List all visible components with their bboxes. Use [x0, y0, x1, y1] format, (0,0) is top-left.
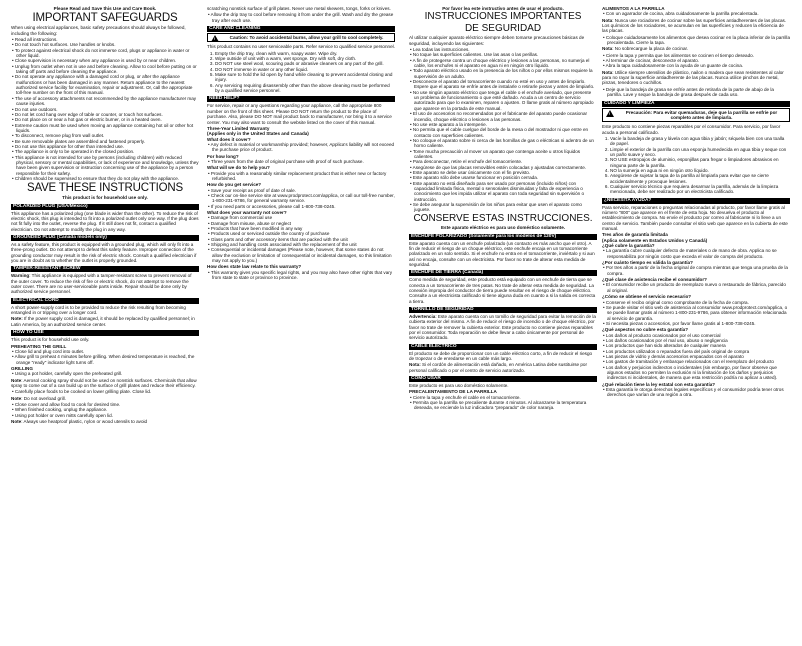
- list-item: • Products that have been modified in any way: [208, 226, 303, 232]
- warning-label: Advertencia: [409, 313, 436, 319]
- list-item-text: Abra la tapa cuidadosamente con la ayuda de un guante de cocina.: [605, 63, 744, 69]
- list-item-text: Por tres años a partir de la fecha original de compra mientras que tenga una prueba de la compra.: [605, 265, 788, 276]
- list-item-text: Se debe asegurar la supervisión de los niños para evitar que usen el aparato como juguete.: [412, 202, 582, 213]
- list-item-text: Do not let cord hang over edge of table or counter, or touch hot surfaces.: [14, 111, 163, 117]
- list-item-text: Los productos que han sido alterados de cualquier manera: [605, 343, 726, 349]
- list-item: • Asegúrese de que las placas removibles estén colocadas y ajustadas correctamente.: [410, 164, 587, 170]
- note-body: : Do not overload grill.: [21, 395, 66, 401]
- warranty-q6: How does state law relate to this warranty?: [207, 264, 302, 270]
- list-item: [610, 136, 790, 147]
- list-item: • Esta garantía le otorga derechos legales específicos y el consumidor podría tener otros derechos que varían de una región a otra.: [603, 387, 784, 398]
- tamper-screw-header-es: TORNILLO DE SEGURIDAD: [409, 307, 597, 313]
- list-item: • Al terminar de cocinar, desconecte el aparato.: [603, 58, 700, 64]
- list-item-text: Unplug from outlet when not in use and before cleaning. Allow to cool before putting on or taking off parts and before cleaning the appliance.: [14, 63, 197, 75]
- care-intro-es: Este producto no contiene piezas reparables por el consumidor. Para servicio, por favor acuda a personal calificado.: [602, 124, 781, 135]
- list-item: • Using pot holder or oven mitts carefully open lid.: [12, 412, 113, 418]
- list-item: [610, 147, 790, 158]
- list-item-text: Close lid and plug cord into outlet.: [14, 348, 85, 354]
- list-item: • Este aparato sólo debe usarse funcionar en posición cerrada.: [410, 175, 539, 181]
- how-to-use-intro-es: Este producto es para uso doméstico solamente.: [409, 383, 509, 389]
- need-help-header-es: ¿NECESITA AYUDA?: [602, 198, 790, 204]
- list-item-text: Se puede visitar el sitio web de asistencia al consumidor www.prodprotect.com/applica, o se puede llamar gratis al número 1-800-231-9786, para obtener información relacionada al servicio de garantía.: [605, 304, 788, 321]
- safeguards-list: [11, 37, 199, 181]
- list-item: • To protect against electrical shock do not immerse cord, plugs or appliance in water or other liquid.: [12, 47, 190, 59]
- care-intro: This product contains no user serviceable parts. Refer service to qualified service personnel.: [207, 44, 395, 50]
- note-label: Nota:: [409, 362, 421, 368]
- list-item: • No use ningún aparato eléctrico que tenga el cable o el enchufe averiado, que presente un problema de funcionamiento o que esté dañado. Acuda a un centro de servicio autorizado para que lo examinen, reparen o ajusten. O llame gratis al número apropiado que aparece en la portada de este manual.: [410, 89, 594, 111]
- safeguards-intro-es: Al utilizar cualquier aparato eléctrico siempre deben tomarse precauciones básicas de seguridad, incluyendo las siguientes:: [409, 35, 585, 46]
- list-item: • Cierre la tapa y enchufe el cable en el tomacorriente.: [410, 394, 521, 400]
- list-item-text: Todo aparato eléctrico usado en la presencia de los niños o por ellos mismos requiere la supervisión de un adulto.: [412, 68, 593, 79]
- list-item-text: No permita que el cable cuelgue del borde de la mesa o del mostrador ni que entre en contacto con superficies calientes.: [412, 127, 589, 138]
- list-item-text: Asegúrese de sujetar la tapa de la parrilla al limpiarla para evitar que se cierre accidentalmente y provoque lesiones.: [610, 173, 769, 184]
- list-item: • Los gastos de tramitación y embarque relacionados con el reemplazo del producto: [603, 359, 774, 365]
- column-spanish-2: [602, 6, 790, 642]
- care-caution-text: Caution: To avoid accidental burns, allow your grill to cool completely.: [229, 35, 384, 41]
- list-item: • Extreme caution must be used when moving an appliance containing hot oil or other hot liquids.: [12, 122, 194, 133]
- list-item: • Tome mucha precaución al mover un aparato que contenga aceite u otros líquidos calientes.: [410, 148, 581, 159]
- warranty-q1-es: ¿Qué cubre la garantía?: [602, 243, 655, 249]
- warranty-q1: What does it cover?: [207, 136, 251, 142]
- note-label: Nota: [602, 69, 613, 75]
- list-item-text: No use ningún aparato eléctrico que tenga el cable o el enchufe averiado, que presente un problema de funcionamiento o que esté dañado. Acuda a un centro de servicio autorizado para que lo examinen, reparen o ajusten. O llame gratis al número apropiado que aparece en la portada de este manual.: [412, 89, 594, 111]
- list-item: • Unplug from outlet when not in use and before cleaning. Allow to cool before putting on or taking off parts and before cleaning the appliance.: [12, 63, 197, 75]
- list-item: [610, 157, 790, 168]
- warranty-a1: [207, 142, 395, 153]
- list-item: • The use of accessory attachments not recommended by the appliance manufacturer may cause injuries.: [12, 95, 197, 107]
- list-item: • Desconecte el aparato del tomacorriente cuando no esté en uso y antes de limpiarlo. Espere que el aparato se enfríe antes de instalarle o retirarle piezas y antes de limpiarlo.: [410, 79, 595, 90]
- list-item: • Deje que la bandeja de grasa se enfríe antes de retirarla de la parte de abajo de la parrilla. Lave y seque la bandeja de grasa después de cada uso.: [603, 86, 774, 98]
- list-item-text: To disconnect, remove plug from wall outlet.: [14, 133, 105, 139]
- warning-triangle-icon: !: [606, 110, 614, 117]
- list-item-text: This warranty gives you specific legal rights, and you may also have other rights that vary from state to state or province to province.: [210, 269, 393, 281]
- list-item-text: Carefully place foods to be cooked on lower grilling plate. Close lid.: [14, 389, 152, 395]
- list-item-text: Do not use outdoors.: [14, 106, 58, 112]
- list-item-text: Shipping and handling costs associated with the replacement of the unit: [210, 242, 357, 248]
- list-item: • Por tres años a partir de la fecha original de compra mientras que tenga una prueba de la compra.: [603, 265, 788, 276]
- list-item: • Do not operate any appliance with a damaged cord or plug, or after the appliance malfunctions or has been damaged in any manner. Return appliance to the nearest authorized service facility for examination, repair or adjustment. Or, call the appropriate toll-free number on the front of this manual.: [12, 74, 193, 96]
- list-item-text: Do not touch hot surfaces. Use handles or knobs.: [14, 42, 116, 48]
- list-item: • No toque las superficies calientes. Use las asas o las perillas.: [410, 52, 539, 58]
- warranty-a1-es: [602, 248, 790, 259]
- list-item-text: Make sure to hold the lid open by hand while cleaning to prevent accidental closing and injury.: [215, 72, 393, 83]
- list-item: • Check our on-line service site at www.prodprotect.com/applica, or call our toll-free number, 1-800-231-9786, for general warranty service.: [208, 192, 395, 204]
- list-item: [610, 184, 790, 195]
- warranty-q2-es: ¿Por cuánto tiempo es válida la garantía?: [602, 260, 693, 266]
- warranty-q5-es: ¿Qué aspectos no cubre esta garantía?: [602, 327, 689, 333]
- list-item-text: DO NOT immerse in water or any other liquid.: [215, 66, 309, 72]
- list-item: • El uso de accesorios no recomendados por el fabricante del aparato puede ocasionar incendio, choque eléctrico o lesiones a las personas.: [410, 111, 588, 122]
- list-item: • Close cover and allow food to cook for desired time.: [12, 401, 121, 407]
- electrical-cord-note: [11, 316, 199, 327]
- list-item: • Allow the drip tray to cool before removing it from under the grill. Wash and dry the grease tray after each use.: [208, 12, 394, 23]
- list-item: • El consumidor recibe un producto de reemplazo nuevo o restaurado de fábrica, parecido al original.: [603, 282, 786, 293]
- electrical-cord-header: ELECTRICAL CORD: [11, 298, 199, 304]
- grilling-note-3: [11, 419, 199, 424]
- grilling-header: GRILLING: [11, 365, 33, 371]
- warning-label: Warning: [11, 273, 30, 279]
- note-label: Note: [11, 395, 22, 401]
- list-item-text: La garantía cubre cualquier defecto de materiales o de mano de obra. Applica no se responsabiliza por ningún costo que exceda el valor de compra del producto.: [605, 248, 777, 259]
- warranty-a3: [207, 171, 395, 182]
- warranty-a3-es: [602, 282, 790, 293]
- tamper-body: : This appliance is equipped with a tamper-resistant screw to prevent removal of the outer cover. To reduce the risk of fire or electric shock, do not attempt to remove the outer cover. There are no user-serviceable parts inside. Repair should be done only by authorized service personnel.: [11, 273, 192, 295]
- note-label: Nota: [602, 17, 613, 23]
- note-body: Si el cordón de alimentación está dañado, en América Latina debe sustituirse por personal calificado o por el centro de servicio autorizado.: [409, 362, 587, 373]
- list-item-text: Para desconectar, retire el enchufe del tomacorriente.: [412, 159, 523, 165]
- list-item: • Close supervision is necessary when any appliance is used by or near children.: [12, 58, 177, 64]
- list-item-text: Using pot holder or oven mitts carefully open lid.: [14, 412, 113, 418]
- warranty-q3-es: ¿Qué clase de asistencia recibe el consumidor?: [602, 277, 707, 283]
- household-note: This product is for household use only.: [62, 195, 148, 201]
- note-label: Note: [11, 377, 22, 383]
- list-item: • Este aparato no está diseñado para ser usado por personas (incluido niños) con capacidad limitada física, mental o sensoriales disminuidas y falta de experiencia o conocimiento que les impida utilizar el aparato con toda seguridad sin supervisión o instrucción.: [410, 180, 585, 202]
- list-item-text: El uso de accesorios no recomendados por el fabricante del aparato puede ocasionar incendio, choque eléctrico o lesiones a las personas.: [412, 111, 588, 122]
- list-item: • The appliance is only to be operated in the closed position.: [12, 149, 135, 155]
- list-item-text: NO USE estropajos de aluminio, esponjillas para fregar o limpiadores abrasivos en ninguna parte de la parrilla.: [610, 157, 779, 168]
- list-item-text: Los productos utilizados o reparados fuera del país original de compra: [605, 348, 750, 354]
- grilling-list-2: [11, 389, 199, 394]
- grilling-note-1: [11, 378, 199, 389]
- list-item: • A fin de protegerse contra un choque eléctrico y lesiones a las personas, no sumerja el cable, los enchufes ni el aparato en agua ni en ningún otro líquido.: [410, 57, 590, 69]
- list-item: • La garantía cubre cualquier defecto de materiales o de mano de obra. Applica no se responsabiliza por ningún costo que exceda el valor de compra del producto.: [603, 248, 777, 259]
- list-item-text: Be sure removable plates are assembled and fastened properly.: [14, 138, 146, 144]
- list-item: • Do not touch hot surfaces. Use handles or knobs.: [12, 42, 116, 48]
- grilling-step: Allow the drip tray to cool before removing it from under the grill. Wash and dry the grease tray after each use.: [210, 12, 394, 23]
- warranty-a5-es: [602, 333, 790, 381]
- list-item-text: Damage from misuse, abuse or neglect: [210, 220, 292, 226]
- tamper-screw-header: TAMPER-RESISTANT SCREW: [11, 266, 199, 272]
- warranty-sub: (Applies only in the United States and Canada): [207, 131, 309, 137]
- how-to-use-header: HOW TO USE: [11, 330, 199, 336]
- list-item: • No use este aparato a la intemperie.: [410, 121, 487, 127]
- warranty-header: Three-Year Limited Warranty: [207, 125, 270, 131]
- list-item-text: Cierre la tapa y permita que los alimentos se cocinen el tiempo deseado.: [605, 52, 754, 58]
- note-label: Note:: [11, 316, 23, 322]
- read-notice-es: Por favor lea este instructivo antes de usar el producto.: [442, 6, 564, 11]
- grilling-list-es-1: [602, 11, 790, 16]
- list-item-text: Any defect in material or workmanship provided; however, Applica's liability will not exceed the purchase price of product.: [210, 141, 395, 153]
- grilling-note-2: [11, 396, 199, 401]
- care-caution-text-es: Precaución: Para evitar quemaduras, deje que la parrilla se enfríe por completo antes de limpiarla.: [625, 109, 778, 120]
- safeguards-list-es: [409, 47, 597, 213]
- grounded-plug-header: GROUNDED PLUG (Canada models only): [11, 235, 199, 241]
- care-cleaning-header-es: CUIDADO Y LIMPIEZA: [602, 101, 790, 107]
- polarized-plug-text-es: Este aparato cuenta con un enchufe polarizado (un contacto es más ancho que el otro). A fin de reducir el riesgo de un choque eléctrico, este enchufe encaja en un tomacorriente polarizado en un solo sentido. Si el enchufe no entra en el tomacorriente, inviértalo y si aun así no encaja, consulte con un electricista. Por favor no trate de alterar esta medida de seguridad.: [409, 240, 595, 267]
- list-item-text: Los gastos de tramitación y embarque relacionados con el reemplazo del producto: [605, 359, 774, 365]
- note-body: : Always use heatproof plastic, nylon or wood utensils to avoid: [21, 418, 148, 424]
- care-steps: [207, 51, 395, 94]
- list-item-text: Conserve el recibo original como comprobante de la fecha de compra.: [605, 299, 749, 305]
- care-steps-es: [602, 136, 790, 195]
- list-item-text: Children should be supervised to ensure that they do not play with the appliance.: [14, 175, 180, 181]
- note-label: Nota: [602, 46, 613, 52]
- polarized-plug-header: POLARIZED PLUG (USA/Mexico): [11, 204, 199, 210]
- list-item-text: Wipe outside of unit with a warm, wet sponge. Dry with soft, dry cloth.: [215, 56, 357, 62]
- list-item-text: The use of accessory attachments not recommended by the appliance manufacturer may cause injuries.: [14, 95, 197, 107]
- list-item: • Using a pot holder, carefully open the preheated grill.: [12, 371, 123, 377]
- list-item-text: Close cover and allow food to cook for desired time.: [14, 401, 121, 407]
- list-item: [610, 173, 790, 184]
- list-item: • Glass parts and other accessory items that are packed with the unit: [208, 236, 348, 242]
- warranty-q4-es: ¿Cómo se obtiene el servicio necesario?: [602, 294, 692, 300]
- care-caution-box-es: [602, 108, 790, 123]
- electrical-cord-text: A short power-supply cord is to be provided to reduce the risk resulting from becoming entangled in or tripping over a longer cord.: [11, 304, 186, 316]
- save-instructions-title-es: CONSERVE ESTAS INSTRUCCIONES.: [413, 212, 593, 224]
- list-item-text: Allow grill to preheat 4 minutes before grilling. When desired temperature is reached, the orange "ready" indicator light turns off.: [14, 354, 195, 365]
- list-item-text: To protect against electrical shock do not immerse cord, plugs or appliance in water or other liquid.: [14, 47, 190, 59]
- need-help-text-es: Para servicio, reparaciones o preguntas relacionadas al producto, por favor llame gratis al número "800" que aparece en el frente de esta hoja. No devuelva el producto al establecimiento de compra. No envíe el producto por correo al fabricante ni lo lleve a un centro de servicio. También puede consultar el sitio web que aparece en la cubierta de este manual.: [602, 204, 788, 232]
- list-item: • Three years from the date of original purchase with proof of such purchase.: [208, 158, 364, 164]
- how-to-use-intro: This product is for household use only.: [11, 337, 90, 343]
- preheating-list: [11, 349, 199, 365]
- list-item: • Do not let cord hang over edge of table or counter, or touch hot surfaces.: [12, 111, 163, 117]
- grounded-plug-header-es: ENCHUFE DE TIERRA (Canadá): [409, 270, 597, 276]
- list-item-text: Cualquier servicio técnico que requiera desarmar la parrilla, además de la limpieza mencionada, debe ser realizado por un electricista calificado.: [610, 183, 779, 195]
- list-item-text: Limpie el exterior de la parrilla con una esponja humedecida en agua tibia y seque con un paño suave y seco.: [610, 146, 787, 157]
- list-item: • When finished cooking, unplug the appliance.: [12, 407, 108, 413]
- list-item: • Lea todas las instrucciones.: [410, 47, 470, 53]
- list-item-text: Vacíe la bandeja de grasa y lávela con agua tibia y jabón; séquela bien con una toalla de papel.: [610, 135, 785, 147]
- list-item-text: Do not place on or near a hot gas or electric burner, or in a heated oven.: [14, 117, 162, 123]
- how-to-use-header-es: COMO USAR: [409, 376, 597, 382]
- list-item-text: Provide you with a reasonably similar replacement product that is either new or factory refurbished.: [210, 170, 387, 181]
- care-caution-box: [207, 33, 395, 42]
- warranty-a4: [207, 188, 395, 209]
- list-item-text: If you need parts or accessories, please call 1-800-738-0245.: [210, 203, 336, 209]
- list-item: • If you need parts or accessories, please call 1-800-738-0245.: [208, 203, 336, 209]
- safeguards-title: IMPORTANT SAFEGUARDS: [32, 12, 178, 25]
- list-item: • Damage from commercial use: [208, 215, 273, 221]
- list-item: • This appliance is not intended for use by persons (including children) with reduced physical, sensory or mental capabilities, or lack of experience and knowledge, unless they have been given supervision or instruction concerning use of the appliance by a person responsible for their safety.: [12, 154, 199, 176]
- electrical-cord-header-es: CABLE ELÉCTRICO: [409, 344, 597, 350]
- warranty-q4: How do you get service?: [207, 182, 262, 188]
- list-item-text: No use este aparato a la intemperie.: [412, 121, 487, 127]
- warranty-sub-es: (Aplica solamente en Estados Unidos y Canadá): [602, 237, 708, 243]
- preheating-list-es: [409, 395, 597, 411]
- preheating-header-es: PRECALENTAMIENTO DE LA PARRILLA: [409, 389, 497, 395]
- grilling-list-1: [11, 371, 199, 376]
- list-item-text: Products used or serviced outside the country of purchase: [210, 231, 330, 237]
- list-item-text: Glass parts and other accessory items that are packed with the unit: [210, 236, 348, 242]
- list-item: • Do not use this appliance for other than intended use.: [12, 143, 124, 149]
- list-item-text: Consequential or incidental damages (Please note, however, that some states do not allow the exclusion or limitation of consequential or incidental damages, so this limitation may not apply to you.): [210, 247, 392, 264]
- list-item-text: Do not operate any appliance with a damaged cord or plug, or after the appliance malfunctions or has been damaged in any manner. Return appliance to the nearest authorized service facility for examination, repair or adjustment. Or, call the appropriate toll-free number on the front of this manual.: [14, 74, 193, 96]
- list-item: • Save your receipt as proof of date of sale.: [208, 187, 296, 193]
- grounded-plug-text-es: Como medida de seguridad, este producto está equipado con un enchufe de tierra que se conecta a un tomacorriente de tres patas. No trate de alterar esta medida de seguridad. La conexión impropia del conductor de tierra puede resultar en el riesgo de choque eléctrico. Consulte a un electricista calificado si tiene alguna duda en cuanto a si la salida es correcta a tierra.: [409, 277, 596, 304]
- grounded-plug-text: As a safety feature, this product is equipped with a grounded plug, which will only fit into a three-prong outlet. Do not attempt to defeat this safety feature. Improper connection of the grounding conductor may result in the risk of electric shock. Consult a qualified electrician if you are in doubt as to whether the outlet is properly grounded.: [11, 242, 197, 264]
- list-item-text: Three years from the date of original purchase with proof of such purchase.: [210, 158, 364, 164]
- warranty-a6: [207, 270, 395, 281]
- tamper-screw-text: [11, 273, 199, 294]
- list-item: • Con un agarrador de cocina, abra cuidadosamente la parrilla precalentada.: [603, 11, 759, 17]
- list-item-text: No coloque el aparato sobre ni cerca de las hornillas de gas o eléctricas ni adentro de un horno caliente.: [412, 137, 594, 149]
- list-item-text: Cierre la tapa y enchufe el cable en el tomacorriente.: [412, 394, 521, 400]
- list-item-text: NO la sumerja en agua ni en ningún otro líquido.: [610, 167, 709, 173]
- list-item-text: Las piezas de vidrio y demás accesorios empacados con el aparato: [605, 353, 744, 359]
- grilling-list-es-3: [602, 53, 790, 69]
- electrical-cord-text-es: El producto se debe de proporcionar con un cable eléctrico corto, a fin de reducir el riesgo de tropezar o de enredarse en un cable más largo.: [409, 350, 593, 362]
- list-item: [215, 72, 395, 83]
- list-item-text: The appliance is only to be operated in the closed position.: [14, 149, 135, 155]
- household-note-es: Este aparato eléctrico es para uso doméstico solamente.: [440, 225, 566, 231]
- list-item-text: Los daños ocasionados por el mal uso, abuso o negligencia: [605, 337, 728, 343]
- list-item-text: DO NOT use steel wool, scouring pads or abrasive cleaners on any part of the grill.: [215, 61, 384, 67]
- note-body: : Aerosol cooking spray should not be used on nonstick surfaces. Chemicals that allow spray to come out of a can build up on the surface of grill plates and reduce their efficiency.: [11, 377, 197, 388]
- warranty-header-es: Tres años de garantía limitada: [602, 232, 668, 238]
- list-item: • Conserve el recibo original como comprobante de la fecha de compra.: [603, 299, 749, 305]
- warranty-q5: What does your warranty not cover?: [207, 210, 287, 215]
- list-item: • Shipping and handling costs associated with the replacement of the unit: [208, 242, 357, 248]
- preheating-header: PREHEATING THE GRILL: [11, 343, 67, 349]
- list-item-text: Al terminar de cocinar, desconecte el aparato.: [605, 58, 700, 64]
- list-item-text: Asegúrese de que las placas removibles estén colocadas y ajustadas correctamente.: [412, 164, 587, 170]
- list-item: • Be sure removable plates are assembled and fastened properly.: [12, 138, 146, 144]
- list-item: • No coloque el aparato sobre ni cerca de las hornillas de gas o eléctricas ni adentro de un horno caliente.: [410, 137, 594, 149]
- warranty-q2: For how long?: [207, 153, 239, 159]
- list-item: • Se puede visitar el sitio web de asistencia al consumidor www.prodprotect.com/applica, o se puede llamar gratis al número 1-800-231-9786, para obtener información relacionada al servicio de garantía.: [603, 304, 788, 321]
- list-item: • Carefully place foods to be cooked on lower grilling plate. Close lid.: [12, 389, 152, 395]
- list-item-text: This appliance is not intended for use by persons (including children) with reduced physical, sensory or mental capabilities, or lack of experience and knowledge, unless they have been given supervision or instruction concerning use of the appliance by a person responsible for their safety.: [14, 154, 199, 176]
- list-item: • Los productos utilizados o reparados fuera del país original de compra: [603, 348, 750, 354]
- grilling-note-es-1: [602, 18, 790, 34]
- list-item-text: A fin de protegerse contra un choque eléctrico y lesiones a las personas, no sumerja el cable, los enchufes ni el aparato en agua ni en ningún otro líquido.: [412, 57, 590, 69]
- safeguards-intro: When using electrical appliances, basic safety precautions should always be followed, including the following:: [11, 25, 186, 36]
- list-item-text: Este aparato se debe usar únicamente con el fin previsto.: [412, 169, 531, 175]
- list-item-text: Save your receipt as proof of date of sale.: [210, 187, 296, 193]
- warranty-a2-es: [602, 265, 790, 276]
- list-item-text: Products that have been modified in any way: [210, 226, 303, 232]
- list-item: • Se debe asegurar la supervisión de los niños para evitar que usen el aparato como juguete.: [410, 202, 582, 213]
- grilling-list-es-2: [602, 35, 790, 46]
- list-item-text: Any servicing requiring disassembly other than the above cleaning must be performed by a qualified service personnel.: [215, 82, 390, 94]
- read-save-notice: Please Read and Save this Use and Care Book.: [53, 6, 157, 11]
- list-item: • Para desconectar, retire el enchufe del tomacorriente.: [410, 159, 523, 165]
- list-item: • Los daños ocasionados por el mal uso, abuso o negligencia: [603, 337, 728, 343]
- list-item-text: Esta garantía le otorga derechos legales específicos y el consumidor podría tener otros derechos que varían de una región a otra.: [605, 387, 784, 398]
- list-item: • To disconnect, remove plug from wall outlet.: [12, 133, 105, 139]
- list-item-text: Close supervision is necessary when any appliance is used by or near children.: [14, 58, 177, 64]
- warranty-a4-es: [602, 300, 790, 327]
- list-item-text: Damage from commercial use: [210, 215, 273, 221]
- list-item-text: Empty the drip tray, clean with warm, soapy water. Wipe dry.: [215, 50, 338, 56]
- list-item: • Allow grill to preheat 4 minutes before grilling. When desired temperature is reached, the orange "ready" indicator light turns off.: [12, 354, 195, 365]
- list-item: • Children should be supervised to ensure that they do not play with the appliance.: [12, 175, 180, 181]
- grilling-continued: scratching nonstick surface of grill plates. Never use metal skewers, tongs, forks or knives.: [207, 6, 391, 11]
- list-item-text: Do not use this appliance for other than intended use.: [14, 143, 124, 149]
- list-item: • Coloque cuidadosamente los alimentos que desea cocinar en la placa inferior de la parrilla precalentada. Cierre la tapa.: [603, 34, 790, 46]
- list-item: • Cierre la tapa y permita que los alimentos se cocinen el tiempo deseado.: [603, 52, 754, 58]
- list-item: • Damage from misuse, abuse or neglect: [208, 220, 292, 226]
- list-item: • Si necesita piezas o accesorios, por favor llame gratis al 1-800-738-0245.: [603, 320, 756, 326]
- save-instructions-title: SAVE THESE INSTRUCTIONS: [26, 182, 183, 195]
- safeguards-title-es-1: INSTRUCCIONES IMPORTANTES: [424, 11, 582, 23]
- tamper-screw-text-es: [409, 314, 597, 341]
- list-item: • Consequential or incidental damages (Please note, however, that some states do not allow the exclusion or limitation of consequential or incidental damages, so this limitation may not apply to you.): [208, 247, 392, 264]
- grilling-note-es-2: [602, 46, 790, 51]
- list-item: • Do not use outdoors.: [12, 106, 58, 112]
- list-item-text: Check our on-line service site at www.prodprotect.com/applica, or call our toll-free number, 1-800-231-9786, for general warranty service.: [210, 192, 395, 204]
- list-item: • Products used or serviced outside the country of purchase: [208, 231, 330, 237]
- list-item-text: Permita que la parrilla se precaliente durante 4 minutos. Al alcanzarse la temperatura deseada, se enciende la luz indicadora "preparado" de color naranja.: [412, 400, 587, 411]
- list-item-text: El consumidor recibe un producto de reemplazo nuevo o restaurado de fábrica, parecido al original.: [605, 282, 786, 293]
- grilling-list-3: [11, 402, 199, 418]
- polarized-plug-header-es: ENCHUFE POLARIZADO (Solamente para los modelos de 120V): [409, 234, 597, 240]
- list-item: • Este aparato se debe usar únicamente con el fin previsto.: [410, 169, 531, 175]
- list-item-text: Deje que la bandeja de grasa se enfríe antes de retirarla de la parte de abajo de la parrilla. Lave y seque la bandeja de grasa después de cada uso.: [605, 86, 774, 98]
- list-item: • Permita que la parrilla se precaliente durante 4 minutos. Al alcanzarse la temperatura deseada, se enciende la luz indicadora "preparado" de color naranja.: [410, 400, 587, 411]
- need-help-text: For service, repair or any questions regarding your appliance, call the appropriate 800 number on the front of this sheet. Please DO NOT return the product to the place of purchase. Also, please DO NOT mail product back to manufacturer, nor bring it to a service center. You may also want to consult the website listed on the cover of this manual.: [207, 103, 392, 125]
- grilling-list-es-4: [602, 87, 790, 98]
- list-item-text: Tome mucha precaución al mover un aparato que contenga aceite u otros líquidos calientes.: [412, 148, 581, 159]
- list-item-text: Los daños y perjuicios indirectos o incidentales (sin embargo, por favor observe que algunos estados no permiten la exclusión ni la limitación de los daños y perjuicios indirectos ni incidentales, de manera que esta restricción podría no aplicar a usted).: [605, 364, 778, 381]
- note-label: Note: [11, 418, 22, 424]
- column-english-2: [207, 6, 395, 642]
- grilling-list-4: [207, 12, 395, 23]
- warranty-a6-es: [602, 387, 790, 398]
- note-body: If the power supply cord is damaged, it should be replaced by qualified personnel; in Latin America, by an authorized service center.: [11, 316, 195, 327]
- list-item-text: Los daños al producto ocasionados por el uso comercial: [605, 332, 721, 338]
- list-item: • Abra la tapa cuidadosamente con la ayuda de un guante de cocina.: [603, 63, 744, 69]
- list-item: • No permita que el cable cuelgue del borde de la mesa o del mostrador ni que entre en contacto con superficies calientes.: [410, 127, 589, 138]
- list-item-text: Lea todas las instrucciones.: [412, 47, 470, 53]
- list-item: • Read all instructions.: [12, 37, 58, 43]
- grilling-header-es: ALIMENTOS A LA PARRILLA: [602, 6, 665, 11]
- list-item: • Los productos que han sido alterados de cualquier manera: [603, 343, 726, 349]
- list-item: • Los daños y perjuicios indirectos o incidentales (sin embargo, por favor observe que algunos estados no permiten la exclusión ni la limitación de los daños y perjuicios indirectos ni incidentales, de manera que esta restricción podría no aplicar a usted).: [603, 364, 778, 381]
- care-cleaning-header: CARE AND CLEANING: [207, 26, 395, 32]
- list-item-text: Con un agarrador de cocina, abra cuidadosamente la parrilla precalentada.: [605, 11, 759, 17]
- warranty-q3: What will we do to help you?: [207, 165, 270, 171]
- list-item: • Do not place on or near a hot gas or electric burner, or in a heated oven.: [12, 117, 162, 123]
- list-item-text: Si necesita piezas o accesorios, por favor llame gratis al 1-800-738-0245.: [605, 320, 756, 326]
- safeguards-title-es-2: DE SEGURIDAD: [464, 22, 542, 34]
- list-item: • Las piezas de vidrio y demás accesorios empacados con el aparato: [603, 353, 744, 359]
- list-item: • Close lid and plug cord into outlet.: [12, 348, 85, 354]
- list-item-text: Este aparato sólo debe usarse funcionar en posición cerrada.: [412, 175, 539, 181]
- list-item: • Provide you with a reasonably similar replacement product that is either new or factory refurbished.: [208, 170, 387, 181]
- column-spanish-1: [409, 6, 597, 642]
- electrical-cord-note-es: [409, 362, 597, 373]
- grilling-step: Using a pot holder, carefully open the preheated grill.: [14, 371, 123, 377]
- note-body: : No sobrecargue la placa de cocinar.: [612, 46, 689, 52]
- list-item-text: Read all instructions.: [14, 37, 58, 43]
- list-item: • This warranty gives you specific legal rights, and you may also have other rights that vary from state to state or province to province.: [208, 269, 393, 281]
- warranty-a5: [207, 215, 395, 263]
- list-item: [215, 83, 395, 94]
- list-item: • Todo aparato eléctrico usado en la presencia de los niños o por ellos mismos requiere la supervisión de un adulto.: [410, 68, 593, 79]
- warranty-a2: [207, 159, 395, 164]
- tamper-body: : Este aparato cuenta con un tornillo de seguridad para evitar la remoción de la cubierta exterior del mismo. A fin de reducir el riesgo de incendio o de choque eléctrico, por favor no trate de remover la cubierta exterior. Este producto no contiene piezas reparables por el consumidor. Toda reparación se debe llevar a cabo únicamente por personal de servicio autorizado.: [409, 313, 596, 341]
- list-item-text: Desconecte el aparato del tomacorriente cuando no esté en uso y antes de limpiarlo. Espere que el aparato se enfríe antes de instalarle o retirarle piezas y antes de limpiarlo.: [412, 79, 595, 90]
- need-help-header: NEED HELP?: [207, 96, 395, 102]
- list-item-text: Extreme caution must be used when moving an appliance containing hot oil or other hot liquids.: [14, 122, 194, 133]
- list-item-text: When finished cooking, unplug the appliance.: [14, 407, 108, 413]
- note-body: : Utilice siempre utensilios de plástico, nailon o madera que sean resistentes al calor para no rayar la superficie antiadherente de las placas. Nunca utilice pinchos de metal, pinzas, tenedores o cuchillos.: [602, 69, 784, 86]
- grilling-note-es-3: [602, 70, 790, 86]
- column-english-1: [11, 6, 199, 642]
- list-item: • Los daños al producto ocasionados por el uso comercial: [603, 332, 721, 338]
- polarized-plug-text: This appliance has a polarized plug (one blade is wider than the other). To reduce the risk of electric shock, this plug is intended to fit into a polarized outlet only one way. If the plug does not fit fully into the outlet, reverse the plug. If it still does not fit, contact a qualified electrician. Do not attempt to modify the plug in any way.: [11, 210, 199, 232]
- note-body: : Nunca use rociadores de cocinar sobre las superficies antiadherentes de las placas. Los químicos de los rociadores, se acumulan en las superficies y reducen la eficiencia de las placas.: [602, 17, 787, 34]
- list-item: • Any defect in material or workmanship provided; however, Applica's liability will not exceed the purchase price of product.: [208, 141, 395, 153]
- list-item-text: Coloque cuidadosamente los alimentos que desea cocinar en la placa inferior de la parrilla precalentada. Cierre la tapa.: [605, 34, 790, 46]
- list-item-text: No toque las superficies calientes. Use las asas o las perillas.: [412, 52, 539, 58]
- list-item-text: Este aparato no está diseñado para ser usado por personas (incluido niños) con capacidad limitada física, mental o sensoriales disminuidas y falta de experiencia o conocimiento que les impida utilizar el aparato con toda seguridad sin supervisión o instrucción.: [412, 180, 585, 202]
- warranty-q6-es: ¿Qué relación tiene la ley estatal con esta garantía?: [602, 381, 716, 387]
- warning-triangle-icon: !: [211, 35, 219, 42]
